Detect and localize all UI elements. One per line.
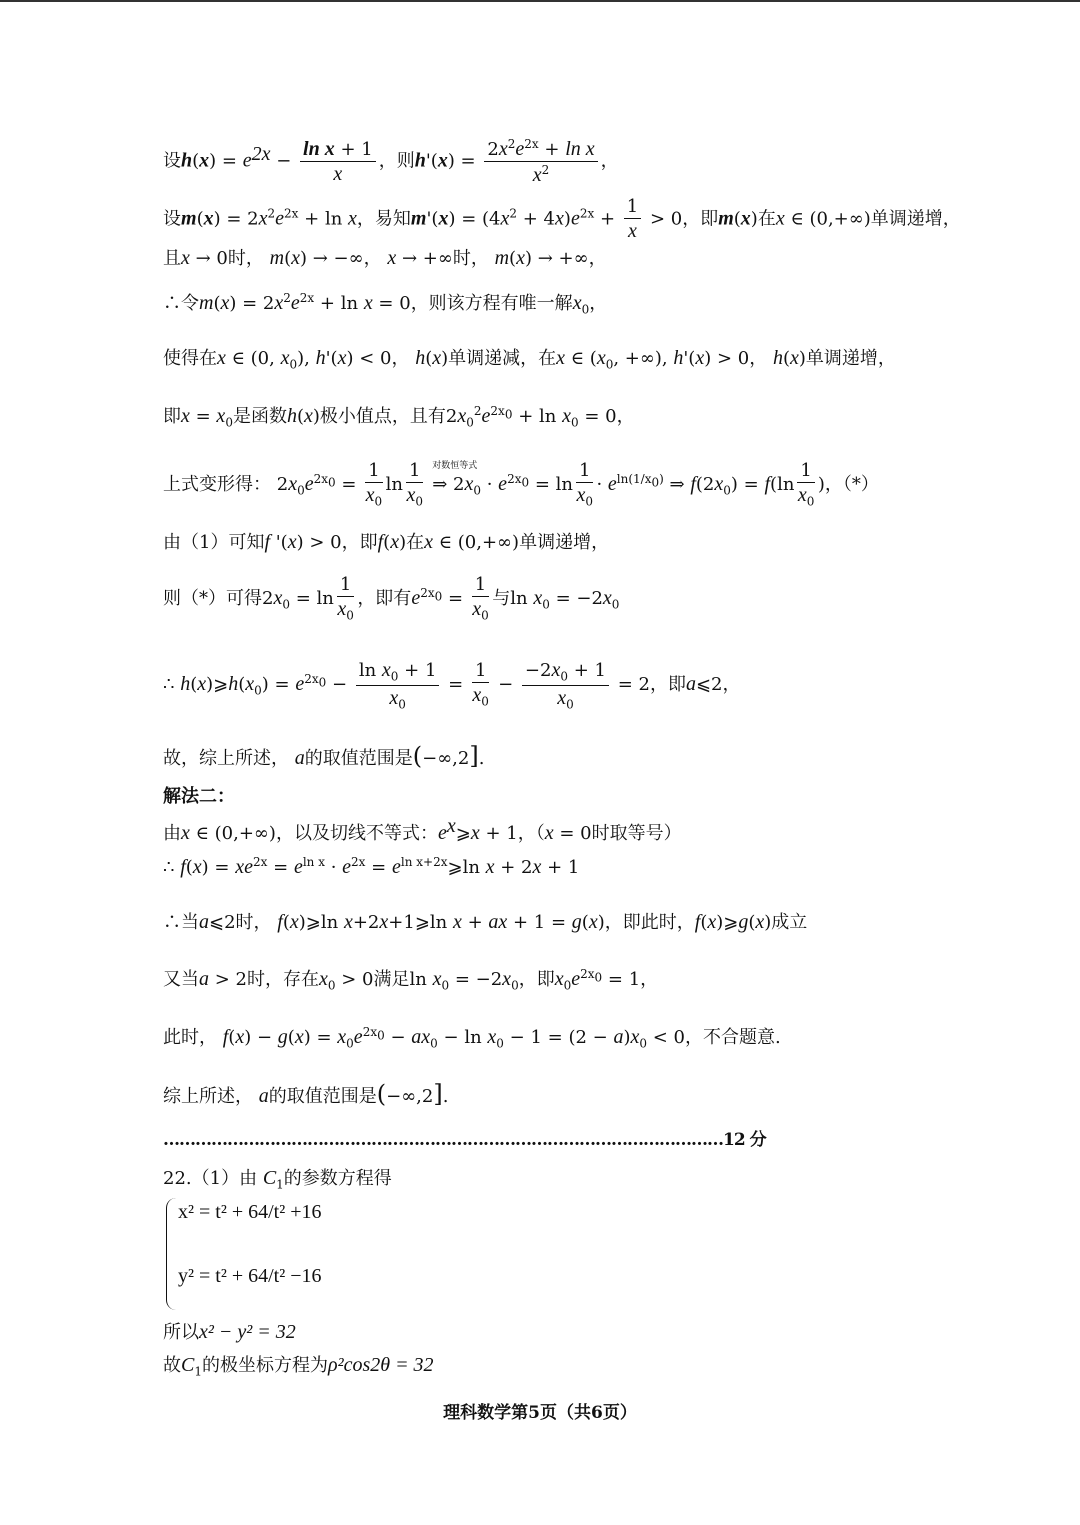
line-hyperbola: 所以x² − y² = 32	[163, 1321, 296, 1343]
line-min-point: 即$x = x_0$是函数h(x)极小值点，且有$2x_0^2e^{2x_0} + \ln x_0 = 0$，	[163, 404, 635, 430]
line-monotonic: 使得在x ∈ (0, $x_0$), h'(x) < 0， h(x)单调递减，在x ∈ ($x_0$, +∞), h'(x) > 0， h(x)单调递增，	[163, 347, 896, 372]
line-h-definition: 设$h(x) = e^{2x}$ − $\frac{\text{ln x + 1}}{x}$ ，则h'(x) = $\frac{2x^2e^{2x} + \ln x}{x^2}$ ，	[163, 137, 619, 186]
line-polar-equation: 故$C_1$的极坐标方程为ρ²cos2θ = 32	[163, 1354, 434, 1379]
line-tangent-inequality: 由x ∈ (0,+∞)，以及切线不等式：$e^x⩾x + 1$，（x = 0时取等号）	[163, 815, 682, 844]
line-f-bound: ∴ $f(x) = xe^{2x} = e^{ln x} \cdot e^{2x}$ = $e^{ln x+2x}⩾\ln$ x + 2x + 1	[163, 855, 580, 878]
line-star-result: 则（*）可得$2x_0 = \ln$ $\frac{1}{x_0}$ ，即有$e^{2x_0}$ = $\frac{1}{x_0}$ 与$\ln x_0 = -2x_0$	[163, 574, 620, 623]
score-line: ……………………………………………………………………………………………12 分	[163, 1130, 766, 1150]
line-f-increasing: 由（1）可知f '(x) > 0，即f(x)在x ∈ (0,+∞)单调递增，	[163, 531, 610, 553]
question-22-heading: 22.（1）由 $C_1$的参数方程得	[163, 1167, 392, 1192]
system-equation-y: y² = t² + 64/t² −16	[178, 1265, 322, 1287]
line-unique-root: ∴令$m(x) = 2x^2e^{2x} + \ln x = 0$，则该方程有唯一解$x_0$，	[163, 291, 608, 317]
line-h-min-value: ∴ $h(x)⩾h(x_0) = e^{2x_0}$ − $\frac{\ln x_0 + 1}{x_0}$ = $\frac{1}{x_0}$ − $\frac{-2x_0 + 1}{x_0}$ = 2，即a⩽2，	[163, 659, 741, 712]
system-equation-x: x² = t² + 64/t² +16	[178, 1201, 322, 1223]
top-border	[0, 0, 1080, 2]
line-limits: 且x → 0时， m(x) → −∞， x → +∞时， m(x) → +∞，	[163, 247, 607, 269]
line-m-definition: 设$m(x) = 2x^2e^{2x} + \ln x$，易知$m'(x) = (4x^2 + 4x)e^{2x}$ + $\frac{1}{x}$ > 0，即m(x)在x ∈ (0,+∞)单调递增，	[163, 196, 961, 242]
line-a-le-2: ∴当a⩽2时， f(x)⩾ln x+2x+1⩾ln x + ax + 1 = g(x)，即此时，f(x)⩾g(x)成立	[163, 911, 808, 933]
line-a-gt-2: 又当a > 2时，存在$x_0 > 0$满足$\ln x_0 = -2x_0$，即$x_0e^{2x_0} = 1$，	[163, 967, 659, 993]
system-brace	[166, 1198, 177, 1310]
line-conclusion-1: 故，综上所述， a的取值范围是(−∞,2].	[163, 742, 485, 770]
line-contradiction: 此时， $f(x) - g(x) = x_0e^{2x_0} - ax_0 - \ln x_0 - 1 = (2 - a)x_0 < 0$，不合题意.	[163, 1025, 781, 1051]
line-conclusion-2: 综上所述， a的取值范围是(−∞,2].	[163, 1080, 449, 1108]
line-transform: 上式变形得： $2x_0e^{2x_0}$ = $\frac{1}{x_0}$ ln $\frac{1}{x_0}$ 对数恒等式 ⇒ $2x_0 \cdot e^{2x_0} = \ln$ $\frac{1}{x_0}$ · $e^{ln(1/x_0)}$ ⇒ $f(2x_0) = f(\ln$ $\frac{1}{x_0}$ )，（*）	[163, 460, 879, 509]
method-two-heading: 解法二：	[163, 786, 235, 807]
page-footer: 理科数学第5页（共6页）	[443, 1403, 637, 1423]
